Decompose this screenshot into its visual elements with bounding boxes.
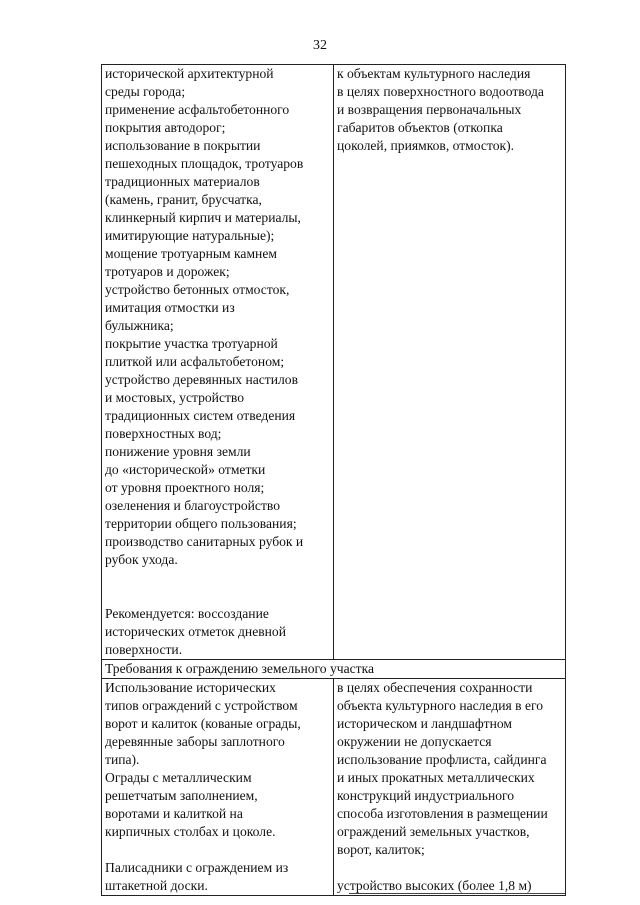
text-line: и иных прокатных металлических <box>337 770 535 785</box>
text-line: булыжника; <box>105 318 174 333</box>
text-line: типов ограждений с устройством <box>105 698 298 713</box>
recommendation-text <box>105 605 330 659</box>
text-line: исторических отметок дневной <box>105 624 286 639</box>
text-line: мощение тротуарным камнем <box>105 246 277 261</box>
text-line: Ограды с металлическим <box>105 770 252 785</box>
text-line: в целях обеспечения сохранности <box>337 680 533 695</box>
text-line: поверхностных вод; <box>105 426 222 441</box>
text-line: и возвращения первоначальных <box>337 102 522 117</box>
text-line: решетчатым заполнением, <box>105 788 258 803</box>
text-line: цоколей, приямков, отмосток). <box>337 138 515 153</box>
text-line: в целях поверхностного водоотвода <box>337 84 544 99</box>
text-line: традиционных систем отведения <box>105 408 296 423</box>
text-line: ворот, калиток; <box>337 842 425 857</box>
text-line: плиткой или асфальтобетоном; <box>105 354 285 369</box>
cell-text-block <box>337 65 562 155</box>
table-cell-right <box>334 65 566 660</box>
text-line: Палисадники с ограждением из <box>105 860 289 875</box>
table-cell-left <box>102 679 334 896</box>
table-row <box>102 660 566 679</box>
text-line: конструкций индустриального <box>337 788 515 803</box>
cell-text-block <box>105 65 330 569</box>
text-line: покрытие участка тротуарной <box>105 336 278 351</box>
text-line: габаритов объектов (откопка <box>337 120 503 135</box>
cell-text-block <box>105 679 330 841</box>
text-line: штакетной доски. <box>105 878 208 893</box>
paragraph-spacer <box>105 841 330 859</box>
text-line: использование в покрытии <box>105 138 261 153</box>
paragraph-spacer <box>105 569 330 587</box>
text-line: ворот и калиток (кованые ограды, <box>105 716 301 731</box>
text-line: производство санитарных рубок и <box>105 534 304 549</box>
text-line: и мостовых, устройство <box>105 390 245 405</box>
text-line: к объектам культурного наследия <box>337 66 531 81</box>
text-line: ограждений земельных участков, <box>337 824 530 839</box>
text-line: среды города; <box>105 84 186 99</box>
text-line: способа изготовления в размещении <box>337 806 548 821</box>
text-line: кирпичных столбах и цоколе. <box>105 824 276 839</box>
text-line: использование профлиста, сайдинга <box>337 752 547 767</box>
page-number: 32 <box>313 38 327 53</box>
text-line: деревянные заборы заплотного <box>105 734 285 749</box>
text-line: устройство высоких (более 1,8 м) <box>337 878 532 893</box>
text-line: устройство деревянных настилов <box>105 372 299 387</box>
paragraph-spacer <box>337 859 562 877</box>
text-line: окружении не допускается <box>337 734 492 749</box>
text-line: объекта культурного наследия в его <box>337 698 544 713</box>
text-line: от уровня проектного ноля; <box>105 480 265 495</box>
section-heading-cell <box>102 660 566 679</box>
text-line: до «исторической» отметки <box>105 462 266 477</box>
text-line: озеленения и благоустройство <box>105 498 281 513</box>
table-row <box>102 679 566 896</box>
text-line: тротуаров и дорожек; <box>105 264 230 279</box>
text-line: типа). <box>105 752 140 767</box>
text-line: имитация отмостки из <box>105 300 235 315</box>
text-line: устройство бетонных отмосток, <box>105 282 290 297</box>
table-row <box>102 65 566 660</box>
text-line: воротами и калиткой на <box>105 806 243 821</box>
section-heading: Требования к ограждению земельного участка <box>105 661 375 676</box>
bottom-divider <box>349 893 565 894</box>
text-line: поверхности. <box>105 642 183 657</box>
cell-text-block <box>105 859 330 895</box>
text-line: понижение уровня земли <box>105 444 251 459</box>
requirements-table <box>101 64 566 896</box>
text-line: территории общего пользования; <box>105 516 297 531</box>
text-line: (камень, гранит, брусчатка, <box>105 192 262 207</box>
text-line: покрытия автодорог; <box>105 120 226 135</box>
text-line: пешеходных площадок, тротуаров <box>105 156 304 171</box>
cell-text-block <box>337 679 562 859</box>
text-line: применение асфальтобетонного <box>105 102 290 117</box>
text-line: клинкерный кирпич и материалы, <box>105 210 301 225</box>
paragraph-spacer <box>105 587 330 605</box>
table-cell-right <box>334 679 566 896</box>
table-cell-left <box>102 65 334 660</box>
text-line: Рекомендуется: воссоздание <box>105 606 269 621</box>
text-line: рубок ухода. <box>105 552 178 567</box>
text-line: традиционных материалов <box>105 174 260 189</box>
text-line: исторической архитектурной <box>105 66 274 81</box>
text-line: историческом и ландшафтном <box>337 716 512 731</box>
text-line: Использование исторических <box>105 680 276 695</box>
text-line: имитирующие натуральные); <box>105 228 275 243</box>
